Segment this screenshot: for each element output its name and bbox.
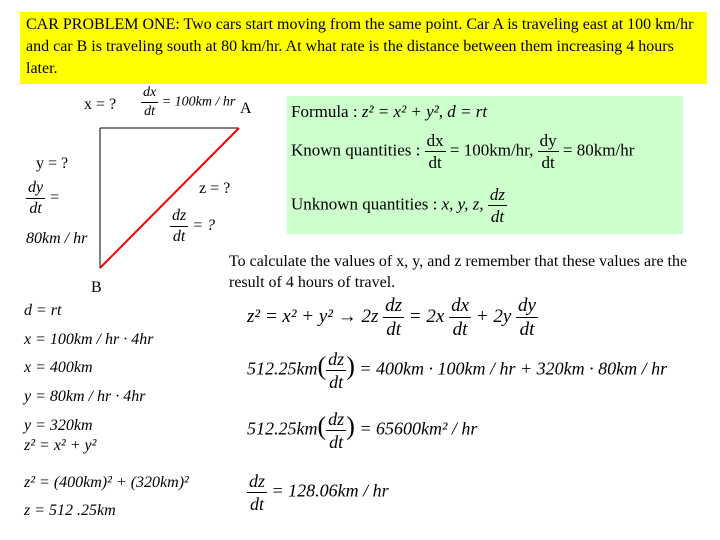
substitution-line: 512.25km( $\frac{dz}{dt}$ ) = 400km · 100km / hr + 320km · 80km / hr [247, 349, 668, 392]
known-quantities-line: Known quantities : $\frac{dx}{dt}$ = 100km/hr, $\frac{dy}{dt}$ = 80km/hr [291, 131, 635, 172]
left-eq-2: x = 100km / hr · 4hr [24, 331, 154, 348]
unknown-quantities-line: Unknown quantities : x, y, z, $\frac{dz}{dt}$ [291, 185, 506, 226]
hypotenuse-z [100, 128, 239, 268]
answer-line: $\frac{dz}{dt}$ = 128.06km / hr [249, 471, 389, 514]
dz-dt-rate: $\frac{dz}{dt}$ = ? [172, 207, 216, 245]
x-unknown-label: x = ? [84, 96, 117, 113]
formula-box [287, 96, 683, 234]
left-eq-7: z² = (400km)² + (320km)² [24, 474, 189, 491]
z-unknown-label: z = ? [199, 180, 231, 197]
left-eq-4: y = 80km / hr · 4hr [24, 388, 146, 405]
problem-text: CAR PROBLEM ONE: Two cars start moving from the same point. Car A is traveling east at 100 km/hr and car B is traveling south at 80 km/hr. At what rate is the distance between them increasing 4 hours later. [26, 16, 694, 77]
simplified-line: 512.25km( $\frac{dz}{dt}$ ) = 65600km² / hr [247, 409, 478, 452]
point-b-label: B [91, 279, 102, 296]
left-eq-6: z² = x² + y² [24, 437, 97, 454]
y-rate-value: 80km / hr [26, 230, 88, 247]
formula-line: Formula : z² = x² + y², d = rt [291, 102, 488, 121]
left-eq-5: y = 320km [24, 417, 93, 434]
y-unknown-label: y = ? [36, 155, 69, 172]
left-eq-1: d = rt [24, 302, 62, 319]
travel-note: To calculate the values of x, y, and z remember that these values are the result of 4 hours of travel. [229, 253, 688, 291]
left-eq-8: z = 512 .25km [24, 502, 116, 519]
x-rate-value: = 100km / hr [161, 94, 236, 110]
dx-dt-rate: $\frac{dx}{dt}$ = 100km / hr [143, 85, 236, 119]
differentiation-line: z² = x² + y² → 2z $\frac{dz}{dt}$ = 2x $\frac{dx}{dt}$ + 2y $\frac{dy}{dt}$ [247, 295, 536, 340]
point-a-label: A [240, 100, 252, 117]
left-eq-3: x = 400km [24, 359, 93, 376]
dy-dt-rate: $\frac{dy}{dt}$ = [28, 179, 60, 217]
